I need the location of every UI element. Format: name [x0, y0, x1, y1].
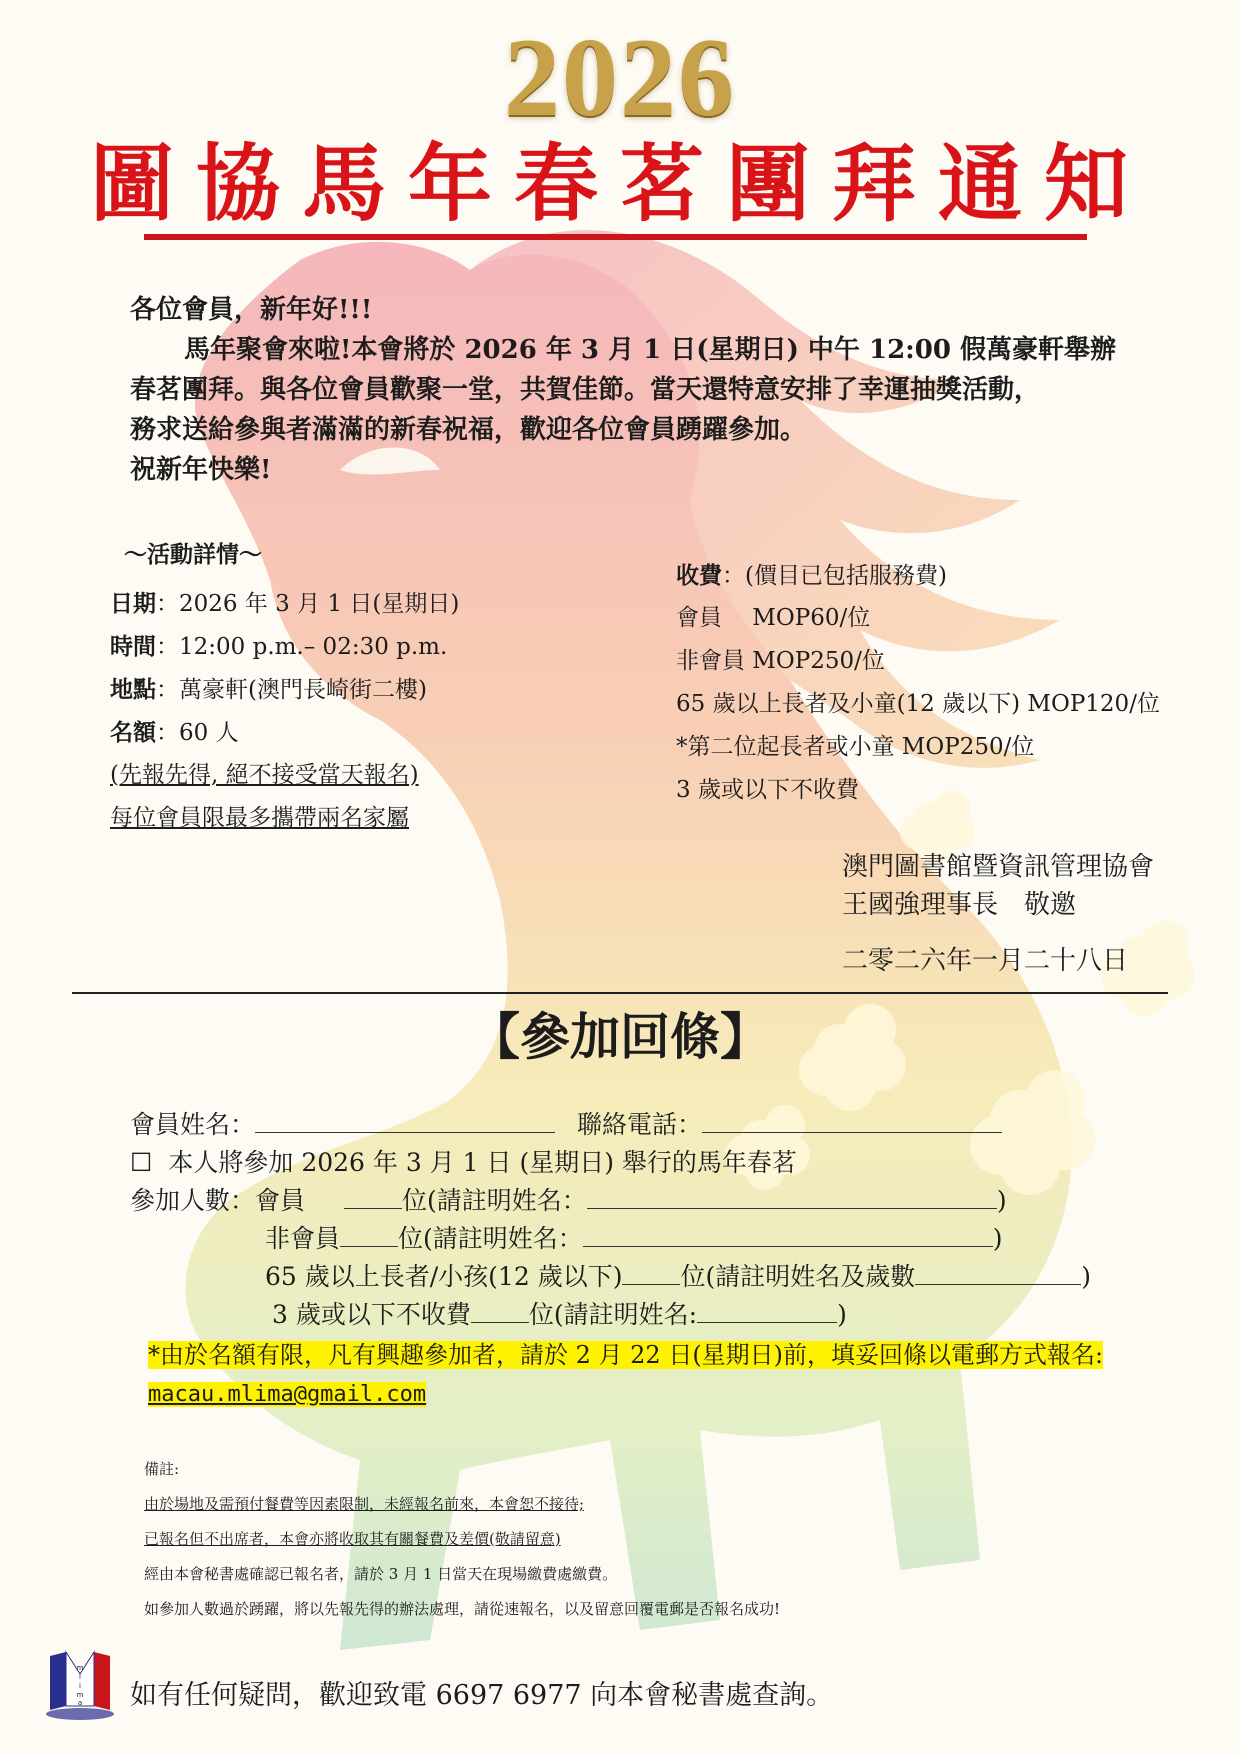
phone-label: 聯絡電話： [576, 1110, 702, 1139]
date-value: ：2026 年 3 月 1 日(星期日) [156, 591, 460, 617]
venue-value: ：萬豪軒(澳門長崎街二樓) [156, 677, 427, 703]
notice-text: *由於名額有限，凡有興趣參加者，請於 2 月 22 日(星期日)前，填妥回條以電郵方式報名: [148, 1341, 1104, 1369]
fee-second-person: *第二位起長者或小童 MOP250/位 [676, 734, 1035, 760]
name-age-prompt: (請註明姓名及歲數 [705, 1262, 916, 1291]
remarks [144, 1452, 1144, 1627]
member-name-label: 會員姓名： [130, 1110, 256, 1139]
close-paren: ) [837, 1300, 847, 1329]
fee-label: 收費 [676, 562, 722, 589]
organizer-date: 二零二六年一月二十八日 [842, 946, 1129, 976]
greeting-line: 春茗團拜。與各位會員歡聚一堂，共賀佳節。當天還特意安排了幸運抽獎活動， [130, 375, 1041, 405]
senior-row-label: 65 歲以上長者/小孩(12 歲以下) [265, 1262, 623, 1291]
time-value: ：12:00 p.m.– 02:30 p.m. [156, 634, 448, 660]
count-label: 參加人數： [130, 1186, 256, 1215]
year-heading: 2026 [504, 16, 736, 140]
name-prompt: (請註明姓名: [553, 1300, 698, 1329]
free-count-field[interactable] [471, 1298, 529, 1323]
remark-item: 已報名但不出席者，本會亦將收取其有關餐費及差價(敬請留意) [144, 1530, 561, 1548]
reply-slip-title: 【參加回條】 [470, 1008, 770, 1066]
detail-date [110, 582, 670, 625]
registration-notice [148, 1336, 1148, 1414]
greeting-line: 馬年聚會來啦!本會將於 2026 年 3 月 1 日(星期日) 中午 12:00 假萬豪軒舉辦 [184, 335, 1116, 365]
member-count-field[interactable] [344, 1184, 402, 1209]
fee-non-member: 非會員 MOP250/位 [676, 648, 885, 674]
form-row-contact [130, 1106, 1170, 1144]
venue-label: 地點 [110, 676, 156, 703]
detail-note-first-come: (先報先得, 絕不接受當天報名) [110, 762, 419, 788]
greeting-line: 務求送給參與者滿滿的新春祝福，歡迎各位會員踴躍參加。 [130, 415, 807, 445]
remark-item: 如參加人數過於踴躍，將以先報先得的辦法處理，請從速報名，以及留意回覆電郵是否報名成功! [144, 1600, 781, 1618]
close-paren: ) [1081, 1262, 1091, 1291]
title-underline [144, 234, 1087, 240]
form-row-senior-count [130, 1258, 1170, 1296]
contact-line: 如有任何疑問，歡迎致電 6697 6977 向本會秘書處查詢。 [130, 1680, 834, 1711]
svg-text:m: m [76, 1691, 84, 1699]
fee-note: ：(價目已包括服務費) [722, 563, 947, 589]
name-prompt: (請註明姓名： [423, 1224, 583, 1253]
unit-label: 位 [398, 1224, 424, 1253]
fee-member: 會員 MOP60/位 [676, 605, 871, 631]
svg-text:a: a [77, 1699, 83, 1707]
remark-item: 經由本會秘書處確認已報名者，請於 3 月 1 日當天在現場繳費處繳費。 [144, 1565, 618, 1583]
mlima-logo [44, 1648, 116, 1722]
detail-venue [110, 668, 670, 711]
time-label: 時間 [110, 633, 156, 660]
non-member-row-label: 非會員 [265, 1224, 341, 1253]
free-row-label: 3 歲或以下不收費 [272, 1300, 471, 1329]
member-names-field[interactable] [587, 1184, 997, 1209]
quota-value: ：60 人 [156, 720, 239, 746]
organizer-name: 澳門圖書館暨資訊管理協會 [842, 852, 1155, 882]
details-heading: ～活動詳情～ [124, 541, 262, 568]
greeting-paragraph [130, 290, 1130, 490]
member-row-label: 會員 [255, 1186, 331, 1215]
unit-label: 位 [680, 1262, 706, 1291]
greeting-closing: 祝新年快樂! [130, 455, 272, 485]
organizer-chair: 王國強理事長 敬邀 [842, 890, 1077, 920]
organizer-signature [842, 848, 1222, 980]
form-row-member-count [130, 1182, 1170, 1220]
senior-count-field[interactable] [622, 1260, 680, 1285]
form-row-non-member-count [130, 1220, 1170, 1258]
senior-names-field[interactable] [915, 1260, 1081, 1285]
phone-field[interactable] [702, 1108, 1002, 1133]
svg-text:m: m [76, 1664, 84, 1672]
detail-note-family-limit: 每位會員限最多攜帶兩名家屬 [110, 805, 409, 831]
date-label: 日期 [110, 590, 156, 617]
fee-details [676, 554, 1196, 812]
close-paren: ) [996, 1186, 1007, 1215]
remarks-heading: 備註: [144, 1460, 180, 1478]
greeting-salutation: 各位會員，新年好!!! [130, 295, 373, 325]
detail-time [110, 625, 670, 668]
unit-label: 位 [528, 1300, 554, 1329]
section-divider [72, 992, 1168, 994]
member-name-field[interactable] [255, 1108, 555, 1133]
fee-free: 3 歲或以下不收費 [676, 777, 859, 803]
quota-label: 名額 [110, 719, 156, 746]
svg-text:i: i [79, 1682, 81, 1690]
remark-item: 由於場地及需預付餐費等因素限制，未經報名前來，本會恕不接待; [144, 1495, 585, 1513]
unit-label: 位 [402, 1186, 428, 1215]
form-row-free-count [130, 1296, 1170, 1334]
non-member-names-field[interactable] [583, 1222, 993, 1247]
fee-senior-child: 65 歲以上長者及小童(12 歲以下) MOP120/位 [676, 691, 1160, 717]
svg-text:l: l [79, 1673, 81, 1681]
close-paren: ) [992, 1224, 1003, 1253]
name-prompt: (請註明姓名： [427, 1186, 587, 1215]
email-link[interactable]: macau.mlima@gmail.com [148, 1382, 427, 1407]
page-title: 圖協馬年春茗團拜通知 [89, 135, 1150, 233]
attend-checkbox[interactable]: ☐ [130, 1148, 153, 1177]
detail-quota [110, 711, 670, 754]
free-names-field[interactable] [697, 1298, 837, 1323]
attend-checkbox-label: 本人將參加 2026 年 3 月 1 日 (星期日) 舉行的馬年春茗 [168, 1148, 797, 1177]
event-details [110, 538, 670, 840]
reply-form [130, 1106, 1170, 1334]
non-member-count-field[interactable] [340, 1222, 398, 1247]
form-row-attend [130, 1144, 1170, 1182]
fee-heading [676, 554, 1196, 597]
